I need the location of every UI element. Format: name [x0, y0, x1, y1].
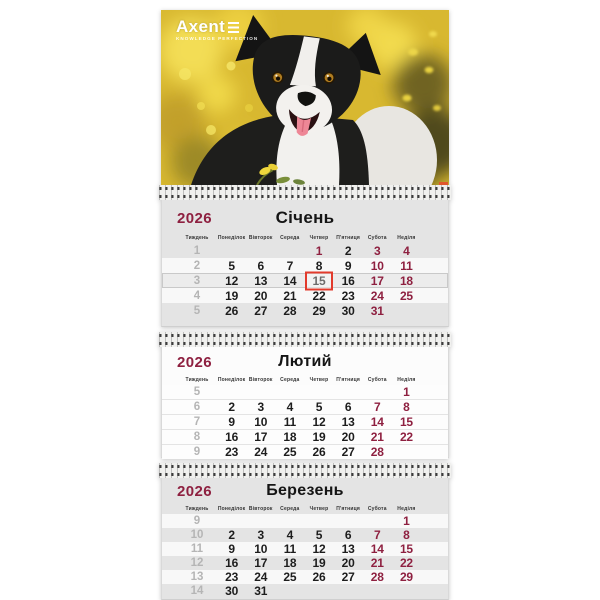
day-cell: 9: [228, 415, 235, 429]
day-cell: 10: [254, 415, 268, 429]
week-row: [162, 385, 448, 399]
day-cell: 27: [254, 303, 268, 318]
week-number: 2: [193, 259, 201, 272]
week-number: 1: [193, 244, 201, 257]
week-number: 12: [190, 557, 204, 569]
week-row: [162, 243, 448, 258]
week-row: [162, 414, 448, 429]
day-cell: 27: [341, 570, 355, 584]
month-name: Січень: [275, 208, 335, 227]
week-number: 10: [190, 529, 204, 541]
weekday-label: П'ятниця: [336, 234, 361, 241]
year-label: 2026: [177, 483, 212, 500]
weekday-label: Вівторок: [248, 506, 273, 512]
day-cell: 14: [370, 415, 384, 429]
month-panel: [161, 347, 449, 458]
day-cell: 20: [341, 430, 355, 444]
weekday-label: Четвер: [309, 377, 329, 383]
day-cell: 2: [228, 528, 235, 542]
day-cell: 20: [254, 288, 268, 303]
day-cell: 5: [315, 528, 323, 542]
weekday-header-row: [162, 504, 448, 514]
day-cell: 8: [315, 258, 323, 273]
day-cell: 13: [341, 415, 355, 429]
brand-logo: [176, 18, 258, 42]
week-number: 9: [193, 515, 201, 527]
day-cell: 1: [403, 385, 410, 399]
month-section-march: [161, 463, 449, 600]
day-cell: 22: [399, 556, 413, 570]
week-number: 8: [193, 431, 201, 443]
weekday-label: Середа: [280, 506, 300, 512]
week-row: [162, 514, 448, 528]
day-cell: 6: [257, 258, 264, 273]
week-number: 13: [190, 571, 204, 583]
month-panel: [161, 200, 449, 327]
day-cell: 30: [225, 584, 239, 598]
day-cell: 25: [399, 288, 413, 303]
week-row: [162, 542, 448, 556]
day-cell: 9: [344, 258, 352, 273]
month-panel: [161, 478, 449, 600]
weeks-grid: [162, 385, 448, 459]
day-cell: 18: [283, 556, 297, 570]
day-cell: 2: [344, 243, 352, 258]
day-cell: 11: [283, 542, 296, 556]
week-row: [162, 429, 448, 444]
month-name: Березень: [266, 482, 344, 499]
weeks-grid: [162, 243, 448, 318]
day-cell-current: 15: [304, 274, 333, 288]
weekday-label: Понеділок: [217, 234, 246, 241]
weekday-label: П'ятниця: [336, 377, 361, 383]
day-cell: 12: [225, 273, 239, 288]
day-cell: 7: [374, 400, 381, 414]
week-row: [162, 584, 448, 598]
day-cell: 5: [228, 258, 235, 273]
year-label: 2026: [177, 210, 212, 227]
day-cell: 27: [341, 445, 355, 459]
day-cell: 17: [254, 556, 268, 570]
day-cell: 19: [312, 430, 326, 444]
weekday-label: Середа: [280, 377, 300, 383]
week-row: [162, 303, 448, 318]
day-cell: 25: [283, 445, 297, 459]
day-cell: 7: [374, 528, 381, 542]
weeks-grid: [162, 514, 448, 598]
day-cell: 18: [399, 273, 413, 288]
day-cell: 28: [370, 445, 384, 459]
day-cell: 21: [370, 430, 384, 444]
weekday-label: Середа: [280, 234, 300, 241]
day-cell: 31: [254, 584, 268, 598]
day-cell: 26: [225, 303, 239, 318]
day-cell: 4: [403, 243, 410, 258]
day-cell: 8: [403, 400, 410, 414]
week-number: 9: [193, 446, 201, 458]
weekday-label: Тиждень: [185, 506, 209, 512]
week-row: [162, 570, 448, 584]
week-number: 11: [190, 543, 204, 555]
day-cell: 12: [312, 542, 326, 556]
day-cell: 2: [228, 400, 235, 414]
day-cell: 15: [399, 542, 413, 556]
day-cell: 16: [225, 430, 239, 444]
month-header: [162, 200, 448, 232]
wire-binding: [159, 463, 451, 478]
day-cell: 4: [286, 400, 294, 414]
weekday-label: Четвер: [309, 506, 329, 512]
day-cell: 24: [254, 570, 268, 584]
day-cell: 10: [254, 542, 268, 556]
day-cell: 26: [312, 570, 326, 584]
weekday-label: Тиждень: [185, 234, 209, 241]
day-cell: 16: [341, 273, 355, 288]
day-cell: 18: [283, 430, 297, 444]
wire-binding: [159, 332, 451, 347]
weekday-label: Неділя: [397, 506, 416, 512]
weekday-label: Понеділок: [217, 377, 246, 383]
day-cell: 19: [225, 288, 239, 303]
weekday-header-row: [162, 375, 448, 385]
day-cell: 11: [283, 415, 296, 429]
day-cell: 9: [228, 542, 235, 556]
weekday-label: Понеділок: [217, 506, 246, 512]
day-cell: 28: [370, 570, 384, 584]
year-label: 2026: [177, 354, 212, 371]
day-cell: 20: [341, 556, 355, 570]
week-row: [162, 399, 448, 414]
day-cell: 28: [283, 303, 297, 318]
month-name: Лютий: [278, 353, 332, 370]
week-number: 5: [193, 304, 201, 317]
day-cell: 19: [312, 556, 326, 570]
day-cell: 15: [399, 415, 413, 429]
day-cell: 21: [283, 288, 297, 303]
day-cell: 3: [257, 400, 264, 414]
day-cell: 30: [341, 303, 355, 318]
week-row: [162, 288, 448, 303]
day-cell: 29: [312, 303, 326, 318]
day-cell: 22: [312, 288, 326, 303]
weekday-label: Субота: [367, 506, 387, 512]
brand-tagline: KNOWLEDGE PERFECTION: [176, 36, 259, 41]
weekday-label: Субота: [367, 377, 387, 383]
month-section-february: [161, 332, 449, 458]
weekday-label: Вівторок: [248, 377, 273, 383]
day-cell: 17: [254, 430, 268, 444]
month-header: [162, 347, 448, 375]
week-number: 3: [193, 274, 201, 287]
day-cell: 8: [403, 528, 410, 542]
week-row: [162, 444, 448, 459]
day-cell: 7: [286, 258, 294, 273]
weekday-label: Тиждень: [185, 377, 209, 383]
month-header: [162, 478, 448, 504]
orange-tab: [439, 182, 448, 185]
day-cell: 16: [225, 556, 239, 570]
month-section-january: [161, 185, 449, 327]
day-cell: 29: [399, 570, 413, 584]
week-row: [162, 556, 448, 570]
wire-binding: [159, 185, 451, 200]
day-cell: 24: [254, 445, 268, 459]
day-cell: 25: [283, 570, 297, 584]
day-cell: 31: [370, 303, 384, 318]
day-cell: 23: [225, 570, 239, 584]
week-number: 4: [193, 289, 201, 302]
day-cell: 22: [399, 430, 413, 444]
week-row: [162, 528, 448, 542]
day-cell: 3: [257, 528, 264, 542]
day-cell: 11: [400, 258, 413, 273]
day-cell: 23: [341, 288, 355, 303]
day-cell: 17: [370, 273, 384, 288]
day-cell: 21: [370, 556, 384, 570]
day-cell: 6: [344, 528, 352, 542]
day-cell: 12: [312, 415, 326, 429]
weekday-label: П'ятниця: [336, 506, 361, 512]
weekday-header-row: [162, 232, 448, 243]
day-cell: 4: [286, 528, 294, 542]
week-number: 6: [193, 401, 201, 413]
calendar-header-photo: [161, 10, 449, 185]
week-number: 7: [193, 416, 201, 428]
day-cell: 26: [312, 445, 326, 459]
week-number: 5: [193, 386, 201, 398]
brand-name: Axent: [176, 17, 226, 36]
week-number: 14: [190, 585, 204, 597]
day-cell: 23: [225, 445, 239, 459]
weekday-label: Четвер: [309, 234, 329, 241]
week-row: [162, 273, 448, 288]
weekday-label: Вівторок: [248, 234, 273, 241]
day-cell: 14: [283, 273, 297, 288]
day-cell: 5: [315, 400, 323, 414]
quarterly-wall-calendar: [161, 10, 449, 600]
weekday-label: Субота: [367, 234, 387, 241]
day-cell: 1: [403, 514, 410, 528]
weekday-label: Неділя: [397, 234, 416, 241]
weekday-label: Неділя: [397, 377, 416, 383]
axent-logo-icon: [228, 22, 239, 33]
day-cell: 24: [370, 288, 384, 303]
day-cell: 1: [315, 243, 323, 258]
day-cell: 13: [254, 273, 268, 288]
day-cell: 6: [344, 400, 352, 414]
day-cell: 3: [374, 243, 381, 258]
day-cell: 13: [341, 542, 355, 556]
day-cell: 10: [370, 258, 384, 273]
day-cell: 14: [370, 542, 384, 556]
